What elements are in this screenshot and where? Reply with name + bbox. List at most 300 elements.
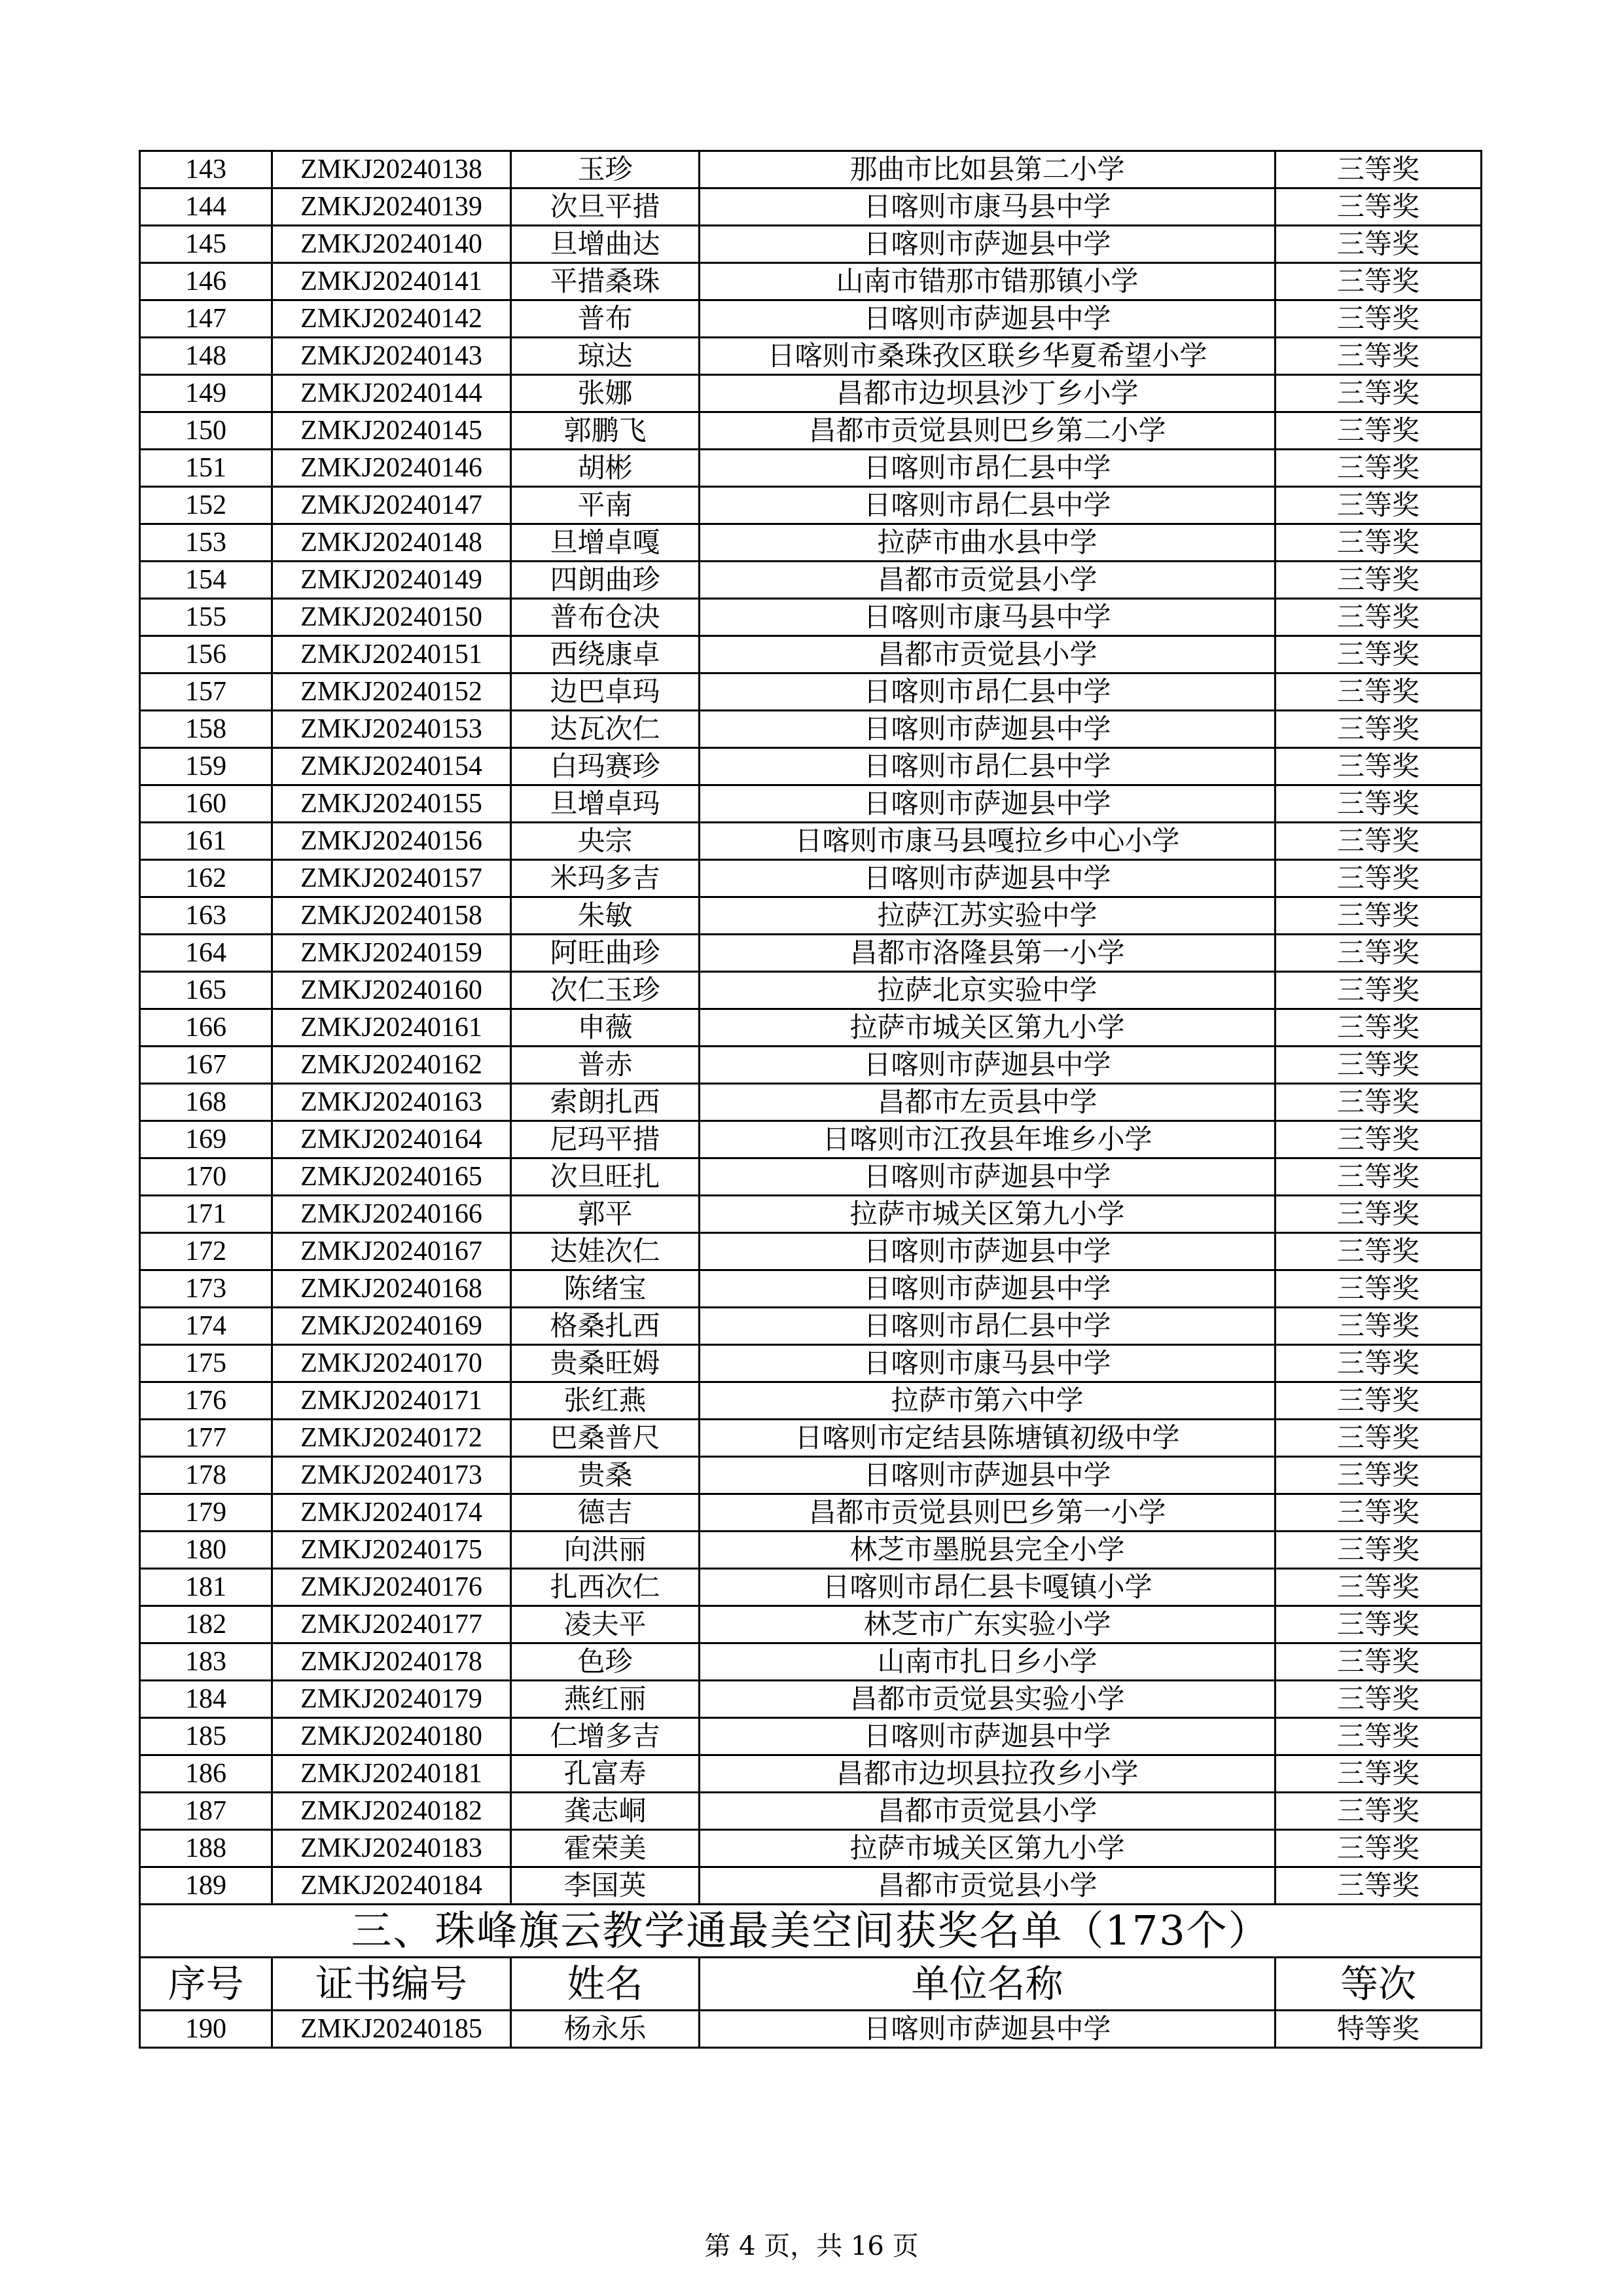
certificate-number-cell: ZMKJ20240164 <box>272 1121 511 1158</box>
unit-name-cell: 日喀则市昂仁县中学 <box>700 450 1275 487</box>
section-block <box>140 1905 1482 2011</box>
name-cell: 龚志峒 <box>511 1793 700 1830</box>
name-cell: 德吉 <box>511 1494 700 1532</box>
serial-number-cell: 172 <box>140 1233 272 1270</box>
grade-cell: 三等奖 <box>1275 1233 1482 1270</box>
name-cell: 郭鹏飞 <box>511 412 700 450</box>
serial-number-cell: 144 <box>140 188 272 226</box>
serial-number-cell: 164 <box>140 935 272 972</box>
name-cell: 凌夫平 <box>511 1606 700 1643</box>
unit-name-cell: 那曲市比如县第二小学 <box>700 151 1275 188</box>
unit-name-cell: 日喀则市萨迦县中学 <box>700 785 1275 823</box>
grade-cell: 三等奖 <box>1275 711 1482 748</box>
grade-cell: 三等奖 <box>1275 748 1482 785</box>
serial-number-cell: 177 <box>140 1420 272 1457</box>
serial-number-cell: 180 <box>140 1532 272 1569</box>
table-row <box>140 1233 1482 1270</box>
unit-name-cell: 日喀则市萨迦县中学 <box>700 711 1275 748</box>
grade-cell: 三等奖 <box>1275 1569 1482 1606</box>
name-cell: 扎西次仁 <box>511 1569 700 1606</box>
serial-number-cell: 186 <box>140 1755 272 1793</box>
grade-cell: 三等奖 <box>1275 375 1482 412</box>
unit-name-cell: 日喀则市桑珠孜区联乡华夏希望小学 <box>700 338 1275 375</box>
grade-cell: 三等奖 <box>1275 263 1482 300</box>
table-row <box>140 1606 1482 1643</box>
certificate-number-cell: ZMKJ20240184 <box>272 1867 511 1905</box>
grade-cell: 三等奖 <box>1275 226 1482 263</box>
certificate-number-cell: ZMKJ20240146 <box>272 450 511 487</box>
serial-number-cell: 143 <box>140 151 272 188</box>
table-row <box>140 711 1482 748</box>
grade-cell: 三等奖 <box>1275 188 1482 226</box>
serial-number-cell: 178 <box>140 1457 272 1494</box>
table-row <box>140 151 1482 188</box>
table-row <box>140 300 1482 338</box>
table-row <box>140 1718 1482 1755</box>
unit-name-cell: 日喀则市萨迦县中学 <box>700 1158 1275 1196</box>
grade-cell: 三等奖 <box>1275 338 1482 375</box>
name-cell: 阿旺曲珍 <box>511 935 700 972</box>
table-row <box>140 1308 1482 1345</box>
name-cell: 李国英 <box>511 1867 700 1905</box>
unit-name-cell: 昌都市贡觉县小学 <box>700 636 1275 673</box>
certificate-number-cell: ZMKJ20240176 <box>272 1569 511 1606</box>
certificate-number-cell: ZMKJ20240162 <box>272 1047 511 1084</box>
serial-number-cell: 163 <box>140 897 272 935</box>
name-cell: 普赤 <box>511 1047 700 1084</box>
header-name: 姓名 <box>511 1958 700 2011</box>
certificate-number-cell: ZMKJ20240170 <box>272 1345 511 1382</box>
serial-number-cell: 149 <box>140 375 272 412</box>
table-row <box>140 226 1482 263</box>
header-grade: 等次 <box>1275 1958 1482 2011</box>
table-row <box>140 1270 1482 1308</box>
grade-cell: 三等奖 <box>1275 1345 1482 1382</box>
grade-cell: 三等奖 <box>1275 1532 1482 1569</box>
grade-cell: 三等奖 <box>1275 524 1482 562</box>
serial-number-cell: 169 <box>140 1121 272 1158</box>
unit-name-cell: 昌都市贡觉县实验小学 <box>700 1681 1275 1718</box>
unit-name-cell: 日喀则市康马县中学 <box>700 1345 1275 1382</box>
table-row <box>140 1532 1482 1569</box>
table-row <box>140 450 1482 487</box>
name-cell: 平南 <box>511 487 700 524</box>
serial-number-cell: 150 <box>140 412 272 450</box>
serial-number-cell: 185 <box>140 1718 272 1755</box>
table-row <box>140 487 1482 524</box>
table-row <box>140 636 1482 673</box>
name-cell: 普布 <box>511 300 700 338</box>
grade-cell: 三等奖 <box>1275 1084 1482 1121</box>
unit-name-cell: 日喀则市萨迦县中学 <box>700 1233 1275 1270</box>
name-cell: 普布仓决 <box>511 599 700 636</box>
certificate-number-cell: ZMKJ20240139 <box>272 188 511 226</box>
table-row <box>140 1121 1482 1158</box>
serial-number-cell: 184 <box>140 1681 272 1718</box>
name-cell: 杨永乐 <box>511 2011 700 2048</box>
certificate-number-cell: ZMKJ20240173 <box>272 1457 511 1494</box>
table-row <box>140 1009 1482 1047</box>
table-row <box>140 935 1482 972</box>
grade-cell: 三等奖 <box>1275 860 1482 897</box>
header-unit-name: 单位名称 <box>700 1958 1275 2011</box>
grade-cell: 三等奖 <box>1275 1830 1482 1867</box>
serial-number-cell: 158 <box>140 711 272 748</box>
serial-number-cell: 151 <box>140 450 272 487</box>
certificate-number-cell: ZMKJ20240138 <box>272 151 511 188</box>
serial-number-cell: 176 <box>140 1382 272 1420</box>
table-row <box>140 412 1482 450</box>
serial-number-cell: 156 <box>140 636 272 673</box>
name-cell: 向洪丽 <box>511 1532 700 1569</box>
table-row <box>140 860 1482 897</box>
table-row <box>140 1420 1482 1457</box>
name-cell: 达娃次仁 <box>511 1233 700 1270</box>
table-row <box>140 1569 1482 1606</box>
serial-number-cell: 190 <box>140 2011 272 2048</box>
name-cell: 琼达 <box>511 338 700 375</box>
name-cell: 次仁玉珍 <box>511 972 700 1009</box>
certificate-number-cell: ZMKJ20240158 <box>272 897 511 935</box>
serial-number-cell: 182 <box>140 1606 272 1643</box>
certificate-number-cell: ZMKJ20240180 <box>272 1718 511 1755</box>
unit-name-cell: 昌都市洛隆县第一小学 <box>700 935 1275 972</box>
serial-number-cell: 167 <box>140 1047 272 1084</box>
serial-number-cell: 161 <box>140 823 272 860</box>
table-row <box>140 972 1482 1009</box>
unit-name-cell: 日喀则市萨迦县中学 <box>700 1047 1275 1084</box>
name-cell: 旦增卓玛 <box>511 785 700 823</box>
serial-number-cell: 171 <box>140 1196 272 1233</box>
unit-name-cell: 日喀则市昂仁县中学 <box>700 1308 1275 1345</box>
grade-cell: 三等奖 <box>1275 1382 1482 1420</box>
table-row <box>140 1196 1482 1233</box>
certificate-number-cell: ZMKJ20240143 <box>272 338 511 375</box>
unit-name-cell: 日喀则市萨迦县中学 <box>700 1457 1275 1494</box>
grade-cell: 三等奖 <box>1275 1457 1482 1494</box>
grade-cell: 三等奖 <box>1275 412 1482 450</box>
unit-name-cell: 日喀则市昂仁县卡嘎镇小学 <box>700 1569 1275 1606</box>
name-cell: 陈绪宝 <box>511 1270 700 1308</box>
certificate-number-cell: ZMKJ20240165 <box>272 1158 511 1196</box>
certificate-number-cell: ZMKJ20240159 <box>272 935 511 972</box>
serial-number-cell: 174 <box>140 1308 272 1345</box>
grade-cell: 三等奖 <box>1275 562 1482 599</box>
table-header-row <box>140 1958 1482 2011</box>
grade-cell: 三等奖 <box>1275 1420 1482 1457</box>
unit-name-cell: 日喀则市江孜县年堆乡小学 <box>700 1121 1275 1158</box>
unit-name-cell: 日喀则市定结县陈塘镇初级中学 <box>700 1420 1275 1457</box>
name-cell: 霍荣美 <box>511 1830 700 1867</box>
certificate-number-cell: ZMKJ20240178 <box>272 1643 511 1681</box>
table-row <box>140 524 1482 562</box>
unit-name-cell: 日喀则市昂仁县中学 <box>700 487 1275 524</box>
certificate-number-cell: ZMKJ20240144 <box>272 375 511 412</box>
serial-number-cell: 183 <box>140 1643 272 1681</box>
certificate-number-cell: ZMKJ20240166 <box>272 1196 511 1233</box>
unit-name-cell: 日喀则市萨迦县中学 <box>700 300 1275 338</box>
grade-cell: 三等奖 <box>1275 1793 1482 1830</box>
serial-number-cell: 162 <box>140 860 272 897</box>
grade-cell: 三等奖 <box>1275 1121 1482 1158</box>
grade-cell: 三等奖 <box>1275 673 1482 711</box>
grade-cell: 三等奖 <box>1275 1643 1482 1681</box>
serial-number-cell: 145 <box>140 226 272 263</box>
unit-name-cell: 日喀则市康马县中学 <box>700 188 1275 226</box>
certificate-number-cell: ZMKJ20240140 <box>272 226 511 263</box>
unit-name-cell: 拉萨市第六中学 <box>700 1382 1275 1420</box>
serial-number-cell: 188 <box>140 1830 272 1867</box>
header-serial-number: 序号 <box>140 1958 272 2011</box>
grade-cell: 三等奖 <box>1275 1681 1482 1718</box>
grade-cell: 三等奖 <box>1275 823 1482 860</box>
table-row <box>140 823 1482 860</box>
name-cell: 尼玛平措 <box>511 1121 700 1158</box>
unit-name-cell: 日喀则市昂仁县中学 <box>700 673 1275 711</box>
table-row <box>140 897 1482 935</box>
certificate-number-cell: ZMKJ20240179 <box>272 1681 511 1718</box>
serial-number-cell: 181 <box>140 1569 272 1606</box>
unit-name-cell: 昌都市贡觉县小学 <box>700 1793 1275 1830</box>
grade-cell: 三等奖 <box>1275 1606 1482 1643</box>
certificate-number-cell: ZMKJ20240183 <box>272 1830 511 1867</box>
name-cell: 央宗 <box>511 823 700 860</box>
table-row <box>140 1047 1482 1084</box>
table-row <box>140 1643 1482 1681</box>
certificate-number-cell: ZMKJ20240175 <box>272 1532 511 1569</box>
certificate-number-cell: ZMKJ20240182 <box>272 1793 511 1830</box>
table-row <box>140 1867 1482 1905</box>
name-cell: 次旦平措 <box>511 188 700 226</box>
certificate-number-cell: ZMKJ20240142 <box>272 300 511 338</box>
unit-name-cell: 日喀则市康马县嘎拉乡中心小学 <box>700 823 1275 860</box>
serial-number-cell: 146 <box>140 263 272 300</box>
grade-cell: 三等奖 <box>1275 599 1482 636</box>
section-title: 三、珠峰旗云教学通最美空间获奖名单（173个） <box>140 1905 1482 1958</box>
serial-number-cell: 168 <box>140 1084 272 1121</box>
serial-number-cell: 157 <box>140 673 272 711</box>
certificate-number-cell: ZMKJ20240148 <box>272 524 511 562</box>
grade-cell: 特等奖 <box>1275 2011 1482 2048</box>
certificate-number-cell: ZMKJ20240174 <box>272 1494 511 1532</box>
name-cell: 孔富寿 <box>511 1755 700 1793</box>
name-cell: 朱敏 <box>511 897 700 935</box>
name-cell: 达瓦次仁 <box>511 711 700 748</box>
name-cell: 边巴卓玛 <box>511 673 700 711</box>
certificate-number-cell: ZMKJ20240141 <box>272 263 511 300</box>
unit-name-cell: 日喀则市萨迦县中学 <box>700 226 1275 263</box>
table-row <box>140 562 1482 599</box>
name-cell: 巴桑普尺 <box>511 1420 700 1457</box>
grade-cell: 三等奖 <box>1275 450 1482 487</box>
serial-number-cell: 187 <box>140 1793 272 1830</box>
certificate-number-cell: ZMKJ20240172 <box>272 1420 511 1457</box>
name-cell: 胡彬 <box>511 450 700 487</box>
serial-number-cell: 175 <box>140 1345 272 1382</box>
name-cell: 次旦旺扎 <box>511 1158 700 1196</box>
grade-cell: 三等奖 <box>1275 1047 1482 1084</box>
certificate-number-cell: ZMKJ20240171 <box>272 1382 511 1420</box>
name-cell: 燕红丽 <box>511 1681 700 1718</box>
serial-number-cell: 159 <box>140 748 272 785</box>
unit-name-cell: 昌都市贡觉县小学 <box>700 1867 1275 1905</box>
serial-number-cell: 165 <box>140 972 272 1009</box>
unit-name-cell: 昌都市左贡县中学 <box>700 1084 1275 1121</box>
certificate-number-cell: ZMKJ20240152 <box>272 673 511 711</box>
table-row <box>140 599 1482 636</box>
serial-number-cell: 189 <box>140 1867 272 1905</box>
serial-number-cell: 148 <box>140 338 272 375</box>
name-cell: 白玛赛珍 <box>511 748 700 785</box>
certificate-number-cell: ZMKJ20240150 <box>272 599 511 636</box>
unit-name-cell: 拉萨市城关区第九小学 <box>700 1830 1275 1867</box>
table-row <box>140 188 1482 226</box>
header-certificate-number: 证书编号 <box>272 1958 511 2011</box>
unit-name-cell: 昌都市贡觉县则巴乡第一小学 <box>700 1494 1275 1532</box>
certificate-number-cell: ZMKJ20240153 <box>272 711 511 748</box>
name-cell: 旦增卓嘎 <box>511 524 700 562</box>
grade-cell: 三等奖 <box>1275 636 1482 673</box>
grade-cell: 三等奖 <box>1275 151 1482 188</box>
award-table-body-part-1 <box>140 151 1482 1905</box>
grade-cell: 三等奖 <box>1275 300 1482 338</box>
award-table <box>139 150 1482 2049</box>
name-cell: 索朗扎西 <box>511 1084 700 1121</box>
grade-cell: 三等奖 <box>1275 897 1482 935</box>
serial-number-cell: 155 <box>140 599 272 636</box>
grade-cell: 三等奖 <box>1275 487 1482 524</box>
unit-name-cell: 林芝市广东实验小学 <box>700 1606 1275 1643</box>
name-cell: 张红燕 <box>511 1382 700 1420</box>
certificate-number-cell: ZMKJ20240154 <box>272 748 511 785</box>
certificate-number-cell: ZMKJ20240161 <box>272 1009 511 1047</box>
certificate-number-cell: ZMKJ20240145 <box>272 412 511 450</box>
certificate-number-cell: ZMKJ20240163 <box>272 1084 511 1121</box>
certificate-number-cell: ZMKJ20240149 <box>272 562 511 599</box>
name-cell: 贵桑 <box>511 1457 700 1494</box>
grade-cell: 三等奖 <box>1275 1158 1482 1196</box>
serial-number-cell: 173 <box>140 1270 272 1308</box>
unit-name-cell: 昌都市边坝县沙丁乡小学 <box>700 375 1275 412</box>
name-cell: 玉珍 <box>511 151 700 188</box>
certificate-number-cell: ZMKJ20240160 <box>272 972 511 1009</box>
award-table-body-part-2 <box>140 2011 1482 2048</box>
unit-name-cell: 拉萨市曲水县中学 <box>700 524 1275 562</box>
certificate-number-cell: ZMKJ20240156 <box>272 823 511 860</box>
certificate-number-cell: ZMKJ20240181 <box>272 1755 511 1793</box>
grade-cell: 三等奖 <box>1275 1308 1482 1345</box>
table-row <box>140 673 1482 711</box>
table-row <box>140 1494 1482 1532</box>
table-row <box>140 785 1482 823</box>
grade-cell: 三等奖 <box>1275 1270 1482 1308</box>
unit-name-cell: 昌都市边坝县拉孜乡小学 <box>700 1755 1275 1793</box>
name-cell: 张娜 <box>511 375 700 412</box>
table-row <box>140 1345 1482 1382</box>
unit-name-cell: 山南市错那市错那镇小学 <box>700 263 1275 300</box>
section-title-row <box>140 1905 1482 1958</box>
name-cell: 郭平 <box>511 1196 700 1233</box>
grade-cell: 三等奖 <box>1275 1718 1482 1755</box>
serial-number-cell: 153 <box>140 524 272 562</box>
serial-number-cell: 160 <box>140 785 272 823</box>
unit-name-cell: 日喀则市萨迦县中学 <box>700 860 1275 897</box>
name-cell: 旦增曲达 <box>511 226 700 263</box>
unit-name-cell: 昌都市贡觉县则巴乡第二小学 <box>700 412 1275 450</box>
grade-cell: 三等奖 <box>1275 1755 1482 1793</box>
serial-number-cell: 147 <box>140 300 272 338</box>
grade-cell: 三等奖 <box>1275 1494 1482 1532</box>
grade-cell: 三等奖 <box>1275 785 1482 823</box>
grade-cell: 三等奖 <box>1275 1867 1482 1905</box>
serial-number-cell: 152 <box>140 487 272 524</box>
unit-name-cell: 日喀则市萨迦县中学 <box>700 2011 1275 2048</box>
unit-name-cell: 拉萨北京实验中学 <box>700 972 1275 1009</box>
table-row <box>140 263 1482 300</box>
unit-name-cell: 日喀则市萨迦县中学 <box>700 1718 1275 1755</box>
table-row <box>140 375 1482 412</box>
certificate-number-cell: ZMKJ20240167 <box>272 1233 511 1270</box>
name-cell: 仁增多吉 <box>511 1718 700 1755</box>
grade-cell: 三等奖 <box>1275 972 1482 1009</box>
unit-name-cell: 拉萨市城关区第九小学 <box>700 1009 1275 1047</box>
certificate-number-cell: ZMKJ20240168 <box>272 1270 511 1308</box>
table-row <box>140 1793 1482 1830</box>
table-row <box>140 1681 1482 1718</box>
grade-cell: 三等奖 <box>1275 1009 1482 1047</box>
certificate-number-cell: ZMKJ20240157 <box>272 860 511 897</box>
grade-cell: 三等奖 <box>1275 935 1482 972</box>
unit-name-cell: 山南市扎日乡小学 <box>700 1643 1275 1681</box>
serial-number-cell: 166 <box>140 1009 272 1047</box>
table-row <box>140 1382 1482 1420</box>
unit-name-cell: 日喀则市康马县中学 <box>700 599 1275 636</box>
table-row <box>140 1830 1482 1867</box>
name-cell: 平措桑珠 <box>511 263 700 300</box>
name-cell: 贵桑旺姆 <box>511 1345 700 1382</box>
table-row <box>140 1755 1482 1793</box>
grade-cell: 三等奖 <box>1275 1196 1482 1233</box>
serial-number-cell: 154 <box>140 562 272 599</box>
unit-name-cell: 林芝市墨脱县完全小学 <box>700 1532 1275 1569</box>
table-row <box>140 748 1482 785</box>
table-row <box>140 1084 1482 1121</box>
table-row <box>140 1158 1482 1196</box>
certificate-number-cell: ZMKJ20240169 <box>272 1308 511 1345</box>
name-cell: 色珍 <box>511 1643 700 1681</box>
unit-name-cell: 拉萨市城关区第九小学 <box>700 1196 1275 1233</box>
name-cell: 西绕康卓 <box>511 636 700 673</box>
certificate-number-cell: ZMKJ20240147 <box>272 487 511 524</box>
unit-name-cell: 拉萨江苏实验中学 <box>700 897 1275 935</box>
name-cell: 格桑扎西 <box>511 1308 700 1345</box>
certificate-number-cell: ZMKJ20240177 <box>272 1606 511 1643</box>
unit-name-cell: 昌都市贡觉县小学 <box>700 562 1275 599</box>
table-row <box>140 1457 1482 1494</box>
name-cell: 申薇 <box>511 1009 700 1047</box>
name-cell: 米玛多吉 <box>511 860 700 897</box>
name-cell: 四朗曲珍 <box>511 562 700 599</box>
certificate-number-cell: ZMKJ20240155 <box>272 785 511 823</box>
table-row <box>140 338 1482 375</box>
serial-number-cell: 170 <box>140 1158 272 1196</box>
unit-name-cell: 日喀则市萨迦县中学 <box>700 1270 1275 1308</box>
serial-number-cell: 179 <box>140 1494 272 1532</box>
certificate-number-cell: ZMKJ20240185 <box>272 2011 511 2048</box>
certificate-number-cell: ZMKJ20240151 <box>272 636 511 673</box>
table-row <box>140 2011 1482 2048</box>
unit-name-cell: 日喀则市昂仁县中学 <box>700 748 1275 785</box>
